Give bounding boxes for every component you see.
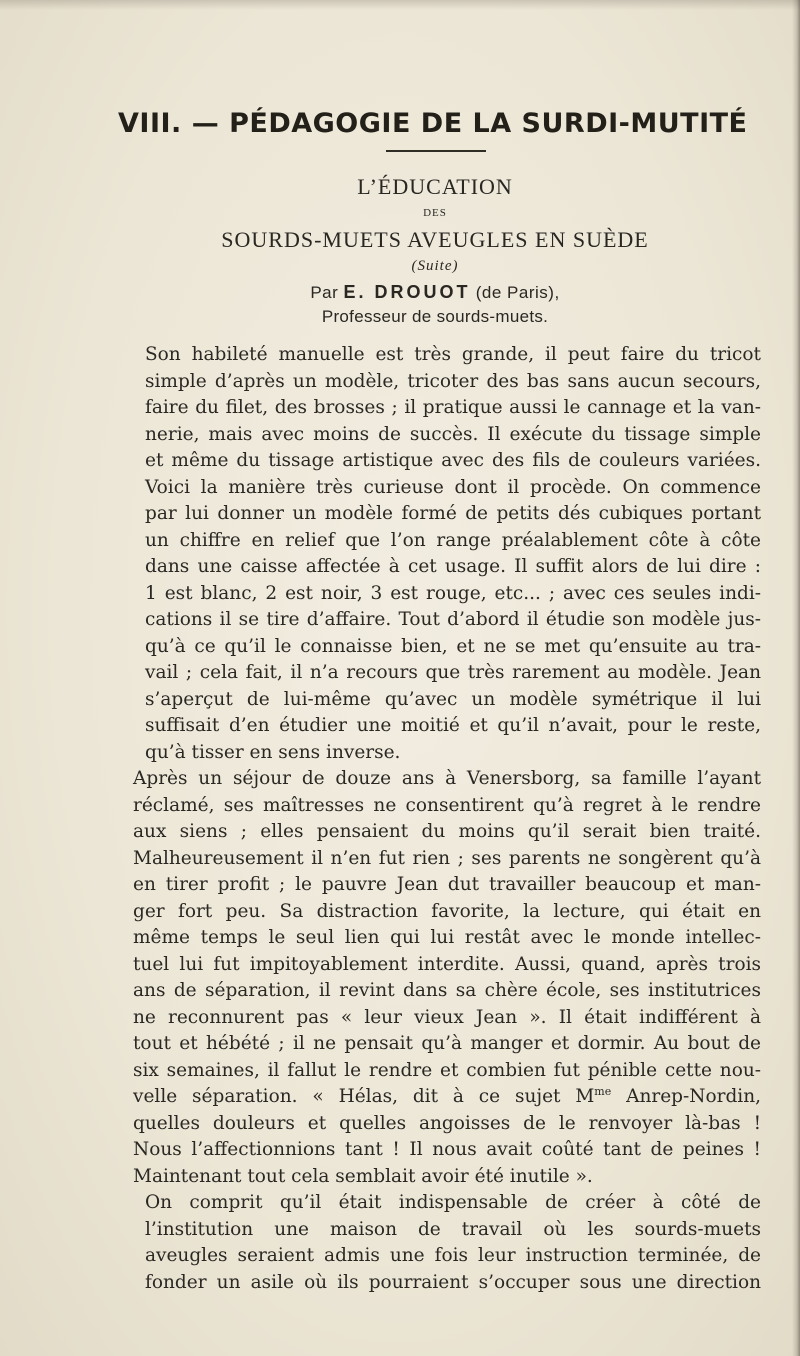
article-title-line1: L’ÉDUCATION — [357, 174, 513, 199]
text-line: aux siens ; elles pensaient du moins qu’il serait bien traité. — [133, 821, 761, 842]
superscript-tail: Anrep-Nordin, — [611, 1086, 761, 1107]
text-line: tout et hébété ; il ne pensait qu’à manger et dormir. Au bout de — [133, 1033, 761, 1054]
text-line: vail ; cela fait, il n’a recours que très rarement au modèle. Jean — [145, 662, 761, 683]
text-line: l’institution une maison de travail où les sourds-muets — [145, 1218, 761, 1240]
paragraph — [111, 342, 761, 766]
text-line: ans de séparation, il revint dans sa chère école, ses institutrices — [133, 980, 761, 1001]
section-heading: VIII. — PÉDAGOGIE DE LA SURDI-MUTITÉ — [118, 108, 748, 139]
text-line: réclamé, ses maîtresses ne consentirent qu’à regret à le rendre — [133, 794, 761, 816]
superscript: me — [594, 1085, 612, 1098]
text-line: par lui donner un modèle formé de petits dés cubiques portant — [145, 503, 761, 524]
text-line: six semaines, il fallut le rendre et combien fut pénible cette nou- — [133, 1059, 761, 1081]
paragraph — [111, 1190, 761, 1296]
text-line: et même du tissage artistique avec des fils de couleurs variées. — [145, 450, 761, 471]
text-line: en tirer profit ; le pauvre Jean dut travailler beaucoup et man- — [133, 874, 761, 895]
article-title-line3: SOURDS-MUETS AVEUGLES EN SUÈDE — [221, 227, 649, 252]
byline-origin: (de Paris), — [475, 283, 560, 302]
text-line: velle séparation. « Hélas, dit à ce sujet $M^{me}$ Anrep-Nordin, — [133, 1085, 761, 1107]
text-line: Maintenant tout cela semblait avoir été inutile ». — [133, 1165, 593, 1187]
text-line: ne reconnurent pas « leur vieux Jean ». Il était indifférent à — [133, 1006, 761, 1028]
text-line: aveugles seraient admis une fois leur instruction terminée, de — [145, 1245, 761, 1266]
byline-par: Par — [310, 283, 339, 302]
byline-affiliation: Professeur de sourds-muets. — [321, 307, 549, 326]
text-line: s’aperçut de lui-même qu’avec un modèle symétrique il lui — [145, 688, 761, 710]
text-line: faire du filet, des brosses ; il pratique aussi le cannage et la van- — [145, 397, 761, 418]
text-line: Voici la manière très curieuse dont il procède. On commence — [145, 476, 761, 498]
byline-author: E. DROUOT — [343, 282, 471, 302]
text-line: On comprit qu’il était indispensable de créer à côté de — [145, 1192, 761, 1213]
text-line: suffisait d’en étudier une moitié et qu’il n’avait, pour le reste, — [145, 715, 761, 736]
text-line: Après un séjour de douze ans à Venersborg, sa famille l’ayant — [133, 768, 761, 789]
article-body — [111, 342, 761, 1296]
text-line: quelles douleurs et quelles angoisses de le renvoyer là-bas ! — [133, 1112, 761, 1134]
page-top-shadow — [0, 0, 800, 10]
text-line: Nous l’affectionnions tant ! Il nous avait coûté tant de peines ! — [133, 1139, 761, 1160]
page-right-edge — [792, 0, 800, 1356]
text-line: qu’à tisser en sens inverse. — [145, 741, 401, 763]
text-line: qu’à ce qu’il le connaisse bien, et ne se met qu’ensuite au tra- — [145, 635, 761, 657]
text-line: tuel lui fut impitoyablement interdite. Aussi, quand, après trois — [133, 953, 761, 975]
paragraph — [111, 766, 761, 1190]
text-line: Son habileté manuelle est très grande, il peut faire du tricot — [145, 344, 761, 365]
heading-rule — [386, 150, 486, 152]
text-line: ger fort peu. Sa distraction favorite, la lecture, qui était en — [133, 900, 761, 922]
text-line: même temps le seul lien qui lui restât avec le monde intellec- — [133, 927, 761, 948]
text-line: nerie, mais avec moins de succès. Il exécute du tissage simple — [145, 423, 761, 445]
text-line: Malheureusement il n’en fut rien ; ses parents ne songèrent qu’à — [133, 847, 761, 869]
text-line: fonder un asile où ils pourraient s’occuper sous une direction — [145, 1271, 761, 1293]
text-line: dans une caisse affectée à cet usage. Il suffit alors de lui dire : — [145, 556, 761, 577]
text-line: simple d’après un modèle, tricoter des bas sans aucun secours, — [145, 370, 761, 392]
article-title-line2: DES — [423, 207, 447, 219]
text-line: cations il se tire d’affaire. Tout d’abord il étudie son modèle jus- — [145, 609, 761, 630]
text-line: 1 est blanc, 2 est noir, 3 est rouge, etc... ; avec ces seules indi- — [145, 582, 761, 604]
byline — [0, 279, 800, 306]
article-suite: (Suite) — [411, 258, 459, 274]
text-line: un chiffre en relief que l’on range préalablement côte à côte — [145, 529, 761, 551]
